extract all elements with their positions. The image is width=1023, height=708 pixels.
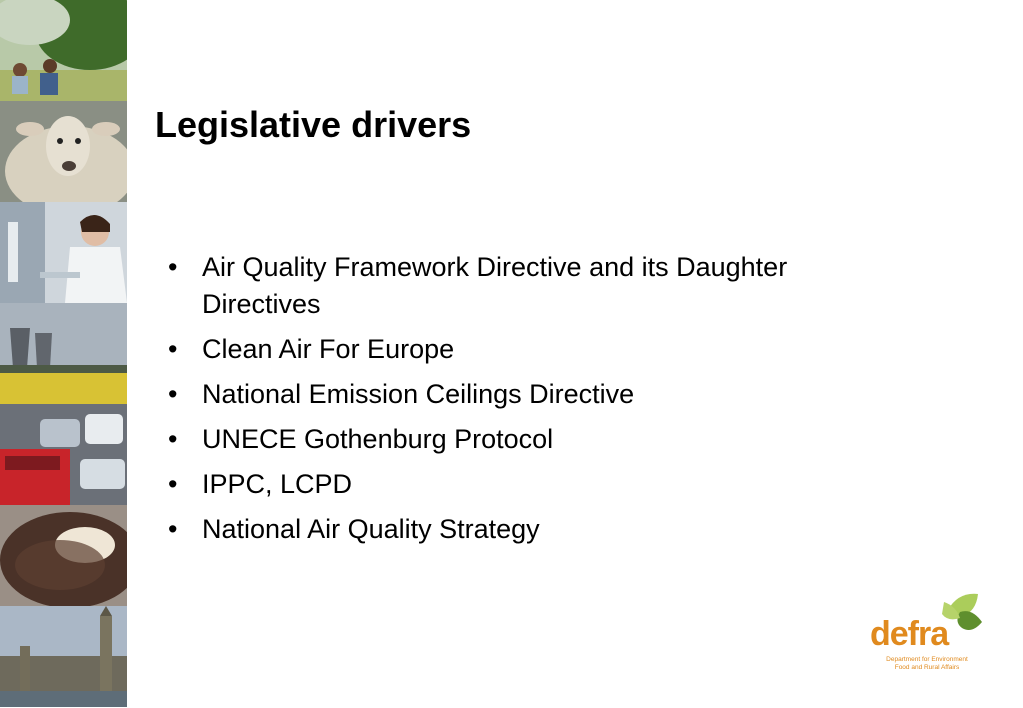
logo-wordmark: defra	[870, 615, 949, 653]
london-parliament-photo	[0, 606, 127, 707]
bullet-icon: •	[168, 334, 178, 364]
traffic-bus-photo	[0, 404, 127, 505]
power-station-field-photo	[0, 303, 127, 404]
sheep-photo	[0, 101, 127, 202]
slide-title: Legislative drivers	[155, 104, 472, 145]
bullet-item: • National Air Quality Strategy	[168, 511, 908, 548]
countryside-people-photo	[0, 0, 127, 101]
defra-logo	[870, 582, 990, 677]
logo-subtitle: Department for Environment Food and Rural Affairs	[886, 656, 968, 671]
bullet-icon: •	[168, 514, 178, 544]
bullet-icon: •	[168, 252, 178, 282]
lab-scientist-photo	[0, 202, 127, 303]
bullet-item: • IPPC, LCPD	[168, 466, 908, 503]
bullet-item: • Air Quality Framework Directive and its Daughter Directives	[168, 249, 908, 323]
photo-strip	[0, 0, 127, 708]
bullet-icon: •	[168, 424, 178, 454]
bullet-icon: •	[168, 469, 178, 499]
bullet-item: • Clean Air For Europe	[168, 331, 908, 368]
bullet-list	[168, 249, 908, 556]
mushroom-photo	[0, 505, 127, 606]
bullet-item: • UNECE Gothenburg Protocol	[168, 421, 908, 458]
bullet-icon: •	[168, 379, 178, 409]
bullet-item: • National Emission Ceilings Directive	[168, 376, 908, 413]
